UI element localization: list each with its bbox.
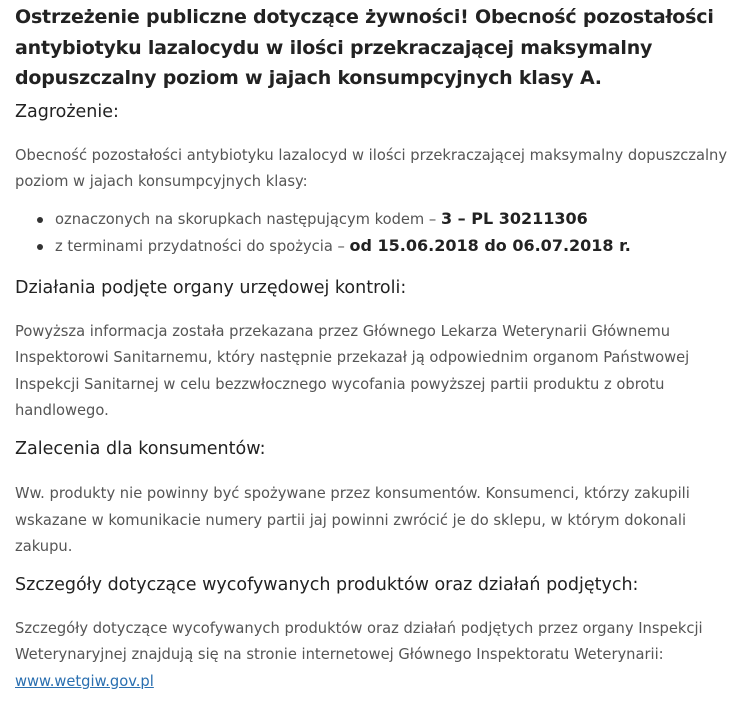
section-heading-threat: Zagrożenie: — [15, 101, 119, 122]
bullet-icon — [37, 217, 43, 223]
list-item — [37, 206, 735, 233]
page-title: Ostrzeżenie publiczne dotyczące żywności! Obecność pozostałości antybiotyku lazalocydu w ilości przekraczającej maksymalny dopuszczalny poziom w jajach konsumpcyjnych klasy A. — [15, 6, 714, 89]
list-item-label: oznaczonych na skorupkach następującym kodem – — [55, 210, 441, 228]
section-text-details — [15, 616, 735, 696]
threat-details-list — [15, 206, 735, 260]
bullet-icon — [37, 244, 43, 250]
section-heading-actions: Działania podjęte organy urzędowej kontroli: — [15, 277, 407, 298]
details-text: Szczegóły dotyczące wycofywanych produktów oraz działań podjętych przez organy Inspekcji Weterynaryjnej znajdują się na stronie internetowej Głównego Inspektoratu Weterynarii: — [15, 619, 703, 664]
expiry-range-value: od 15.06.2018 do 06.07.2018 r. — [349, 235, 631, 255]
list-item — [37, 233, 735, 260]
wetgiw-link[interactable]: www.wetgiw.gov.pl — [15, 673, 154, 691]
section-text-recommendations: Ww. produkty nie powinny być spożywane przez konsumentów. Konsumenci, którzy zakupili wskazane w komunikacie numery partii jaj powinni zwrócić je do sklepu, w którym dokonali zakupu. — [15, 485, 690, 556]
section-text-threat: Obecność pozostałości antybiotyku lazalocyd w ilości przekraczającej maksymalny dopuszczalny poziom w jajach konsumpcyjnych klasy: — [15, 146, 728, 191]
section-text-actions: Powyższa informacja została przekazana przez Głównego Lekarza Weterynarii Głównemu Inspektorowi Sanitarnemu, który następnie przekazał ją odpowiednim organom Państwowej Inspekcji Sanitarnej w celu bezzwłocznego wycofania powyższej partii produktu z obrotu handlowego. — [15, 322, 690, 420]
batch-code-value: 3 – PL 30211306 — [440, 208, 588, 228]
section-heading-recommendations: Zalecenia dla konsumentów: — [15, 439, 266, 460]
section-heading-details: Szczegóły dotyczące wycofywanych produktów oraz działań podjętych: — [15, 574, 639, 595]
list-item-label: z terminami przydatności do spożycia – — [55, 237, 350, 255]
